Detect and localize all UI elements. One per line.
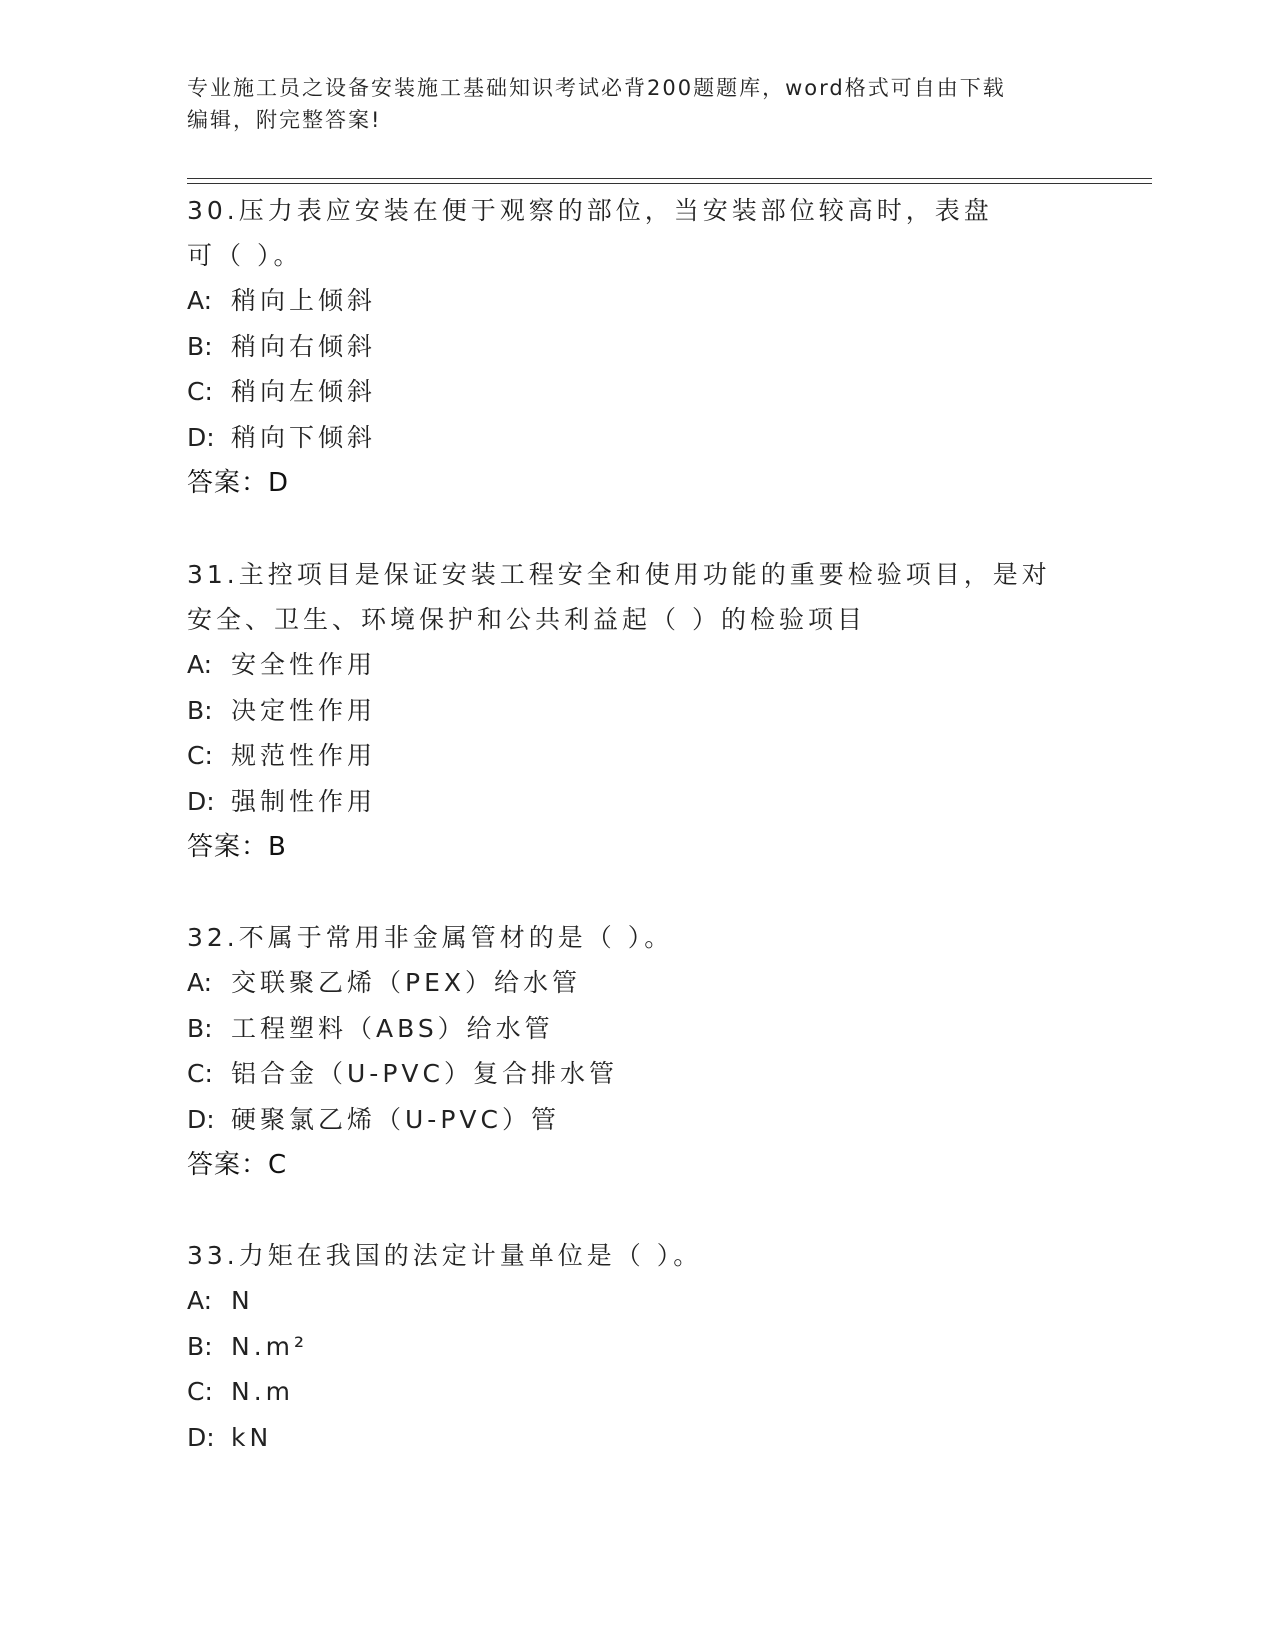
question-stem: 32.不属于常用非金属管材的是（ ）。 [187,923,674,952]
header-title-line-1: 专业施工员之设备安装施工基础知识考试必背200题题库，word格式可自由下载 [187,76,1006,100]
question-30 [187,188,1087,506]
header-divider-bottom [187,183,1152,184]
header-divider-top [187,178,1152,179]
option-letter: A: [187,286,213,315]
option-letter: D: [187,786,215,816]
option-letter: B: [187,695,213,725]
option-text: 稍向下倾斜 [231,422,377,452]
option-letter: D: [187,422,215,452]
answer-line: 答案：B [187,832,287,862]
option-text: 安全性作用 [231,650,377,679]
option-a [187,642,1087,688]
option-a [187,960,1087,1006]
option-text: N.m² [231,1331,309,1361]
option-d [187,779,1087,825]
option-text: N [231,1286,254,1315]
option-text: 硬聚氯乙烯（U-PVC）管 [231,1104,560,1134]
option-b [187,1006,1087,1052]
option-a [187,1278,1087,1324]
question-32 [187,915,1087,1188]
header-title-line-2: 编辑，附完整答案! [187,108,382,132]
question-stem: 31.主控项目是保证安装工程安全和使用功能的重要检验项目，是对安全、卫生、环境保护和公共利益起（ ）的检验项目 [187,560,1051,634]
option-d [187,415,1087,461]
option-text: 工程塑料（ABS）给水管 [231,1013,554,1043]
option-letter: C: [187,741,213,770]
option-letter: A: [187,650,213,679]
option-a [187,278,1087,324]
document-header [187,72,1067,136]
option-d [187,1097,1087,1143]
option-text: N.m [231,1377,295,1406]
option-text: 稍向右倾斜 [231,331,377,361]
option-text: 决定性作用 [231,695,377,725]
option-letter: C: [187,377,213,406]
option-letter: D: [187,1422,215,1452]
option-text: 稍向上倾斜 [231,286,377,315]
option-d [187,1415,1087,1461]
option-b [187,688,1087,734]
option-letter: B: [187,1013,213,1043]
option-letter: C: [187,1377,213,1406]
question-stem: 33.力矩在我国的法定计量单位是（ ）。 [187,1241,703,1270]
option-letter: B: [187,1331,213,1361]
option-b [187,324,1087,370]
answer-line: 答案：D [187,468,290,498]
question-stem: 30.压力表应安装在便于观察的部位，当安装部位较高时，表盘可（ ）。 [187,196,993,270]
option-c [187,733,1087,779]
question-31 [187,552,1087,870]
option-letter: A: [187,1286,213,1315]
question-33 [187,1233,1087,1460]
option-text: kN [231,1422,273,1452]
option-text: 交联聚乙烯（PEX）给水管 [231,968,581,997]
option-letter: A: [187,968,213,997]
option-c [187,1369,1087,1415]
option-letter: D: [187,1104,215,1134]
option-text: 强制性作用 [231,786,377,816]
option-text: 铝合金（U-PVC）复合排水管 [231,1059,618,1088]
option-c [187,1051,1087,1097]
option-text: 稍向左倾斜 [231,377,377,406]
option-text: 规范性作用 [231,741,377,770]
answer-line: 答案：C [187,1150,288,1180]
option-c [187,369,1087,415]
option-letter: C: [187,1059,213,1088]
option-b [187,1324,1087,1370]
option-letter: B: [187,331,213,361]
